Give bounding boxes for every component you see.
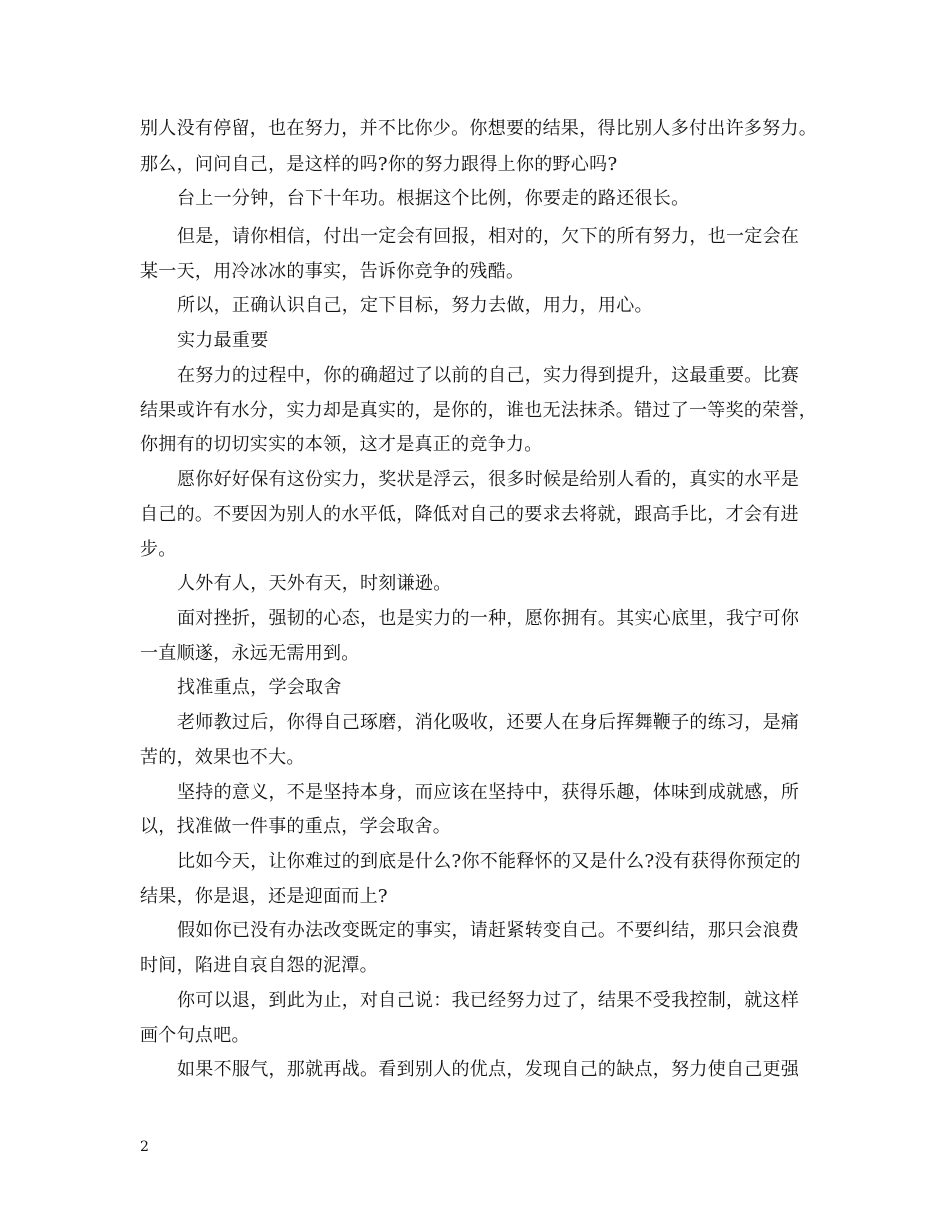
body-text-line: 老师教过后，你得自己琢磨，消化吸收，还要人在身后挥舞鞭子的练习，是痛 xyxy=(177,712,800,733)
body-text-line: 时间，陷进自哀自怨的泥潭。 xyxy=(140,955,378,976)
section-heading: 实力最重要 xyxy=(177,330,269,351)
body-text-line: 面对挫折，强韧的心态，也是实力的一种，愿你拥有。其实心底里，我宁可你 xyxy=(177,608,800,629)
body-text-line: 愿你好好保有这份实力，奖状是浮云，很多时候是给别人看的，真实的水平是 xyxy=(177,469,800,490)
body-text-line: 画个句点吧。 xyxy=(140,1025,250,1046)
body-text-line: 步。 xyxy=(140,539,177,560)
body-text-line: 某一天，用冷冰冰的事实，告诉你竞争的残酷。 xyxy=(140,261,525,282)
body-text-line: 一直顺遂，永远无需用到。 xyxy=(140,643,360,664)
body-text-line: 台上一分钟，台下十年功。根据这个比例，你要走的路还很长。 xyxy=(177,188,690,209)
body-text-line: 那么，问问自己，是这样的吗?你的努力跟得上你的野心吗? xyxy=(140,154,618,175)
body-text-line: 坚持的意义，不是坚持本身，而应该在坚持中，获得乐趣，体味到成就感，所 xyxy=(177,782,800,803)
body-text-line: 结果或许有水分，实力却是真实的，是你的，谁也无法抹杀。错过了一等奖的荣誉， xyxy=(140,400,818,421)
body-text-line: 如果不服气，那就再战。看到别人的优点，发现自己的缺点，努力使自己更强 xyxy=(177,1059,800,1080)
body-text-line: 假如你已没有办法改变既定的事实，请赶紧转变自己。不要纠结，那只会浪费 xyxy=(177,920,800,941)
body-text-line: 苦的，效果也不大。 xyxy=(140,747,305,768)
body-text-line: 别人没有停留，也在努力，并不比你少。你想要的结果，得比别人多付出许多努力。 xyxy=(140,118,818,139)
section-heading: 找准重点，学会取舍 xyxy=(177,677,342,698)
body-text-line: 结果，你是退，还是迎面而上? xyxy=(140,886,388,907)
body-text-line: 以，找准做一件事的重点，学会取舍。 xyxy=(140,816,452,837)
body-text-line: 你拥有的切切实实的本领，这才是真正的竞争力。 xyxy=(140,434,543,455)
body-text-line: 但是，请你相信，付出一定会有回报，相对的，欠下的所有努力，也一定会在 xyxy=(177,226,800,247)
page-number: 2 xyxy=(140,1139,149,1155)
body-text-line: 人外有人，天外有天，时刻谦逊。 xyxy=(177,573,452,594)
body-text-line: 所以，正确认识自己，定下目标，努力去做，用力，用心。 xyxy=(177,295,653,316)
body-text-line: 你可以退，到此为止，对自己说：我已经努力过了，结果不受我控制，就这样 xyxy=(177,990,800,1011)
body-text-line: 自己的。不要因为别人的水平低，降低对自己的要求去将就，跟高手比，才会有进 xyxy=(140,504,799,525)
body-text-line: 比如今天，让你难过的到底是什么?你不能释怀的又是什么?没有获得你预定的 xyxy=(177,851,801,872)
body-text-line: 在努力的过程中，你的确超过了以前的自己，实力得到提升，这最重要。比赛 xyxy=(177,365,800,386)
